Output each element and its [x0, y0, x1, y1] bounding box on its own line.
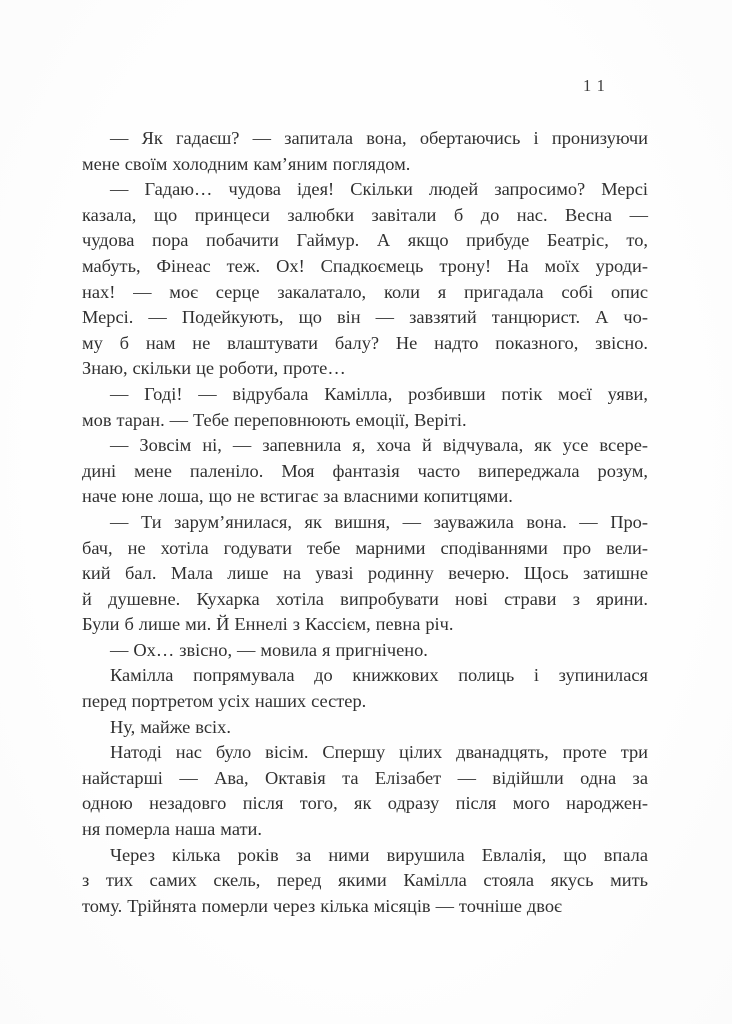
- text-line: Натоді нас було вісім. Спершу цілих дванадцять, проте три: [110, 742, 648, 763]
- text-line: мене своїм холодним кам’яним поглядом.: [82, 153, 411, 174]
- text-line: — Як гадаєш? — запитала вона, обертаючись і пронизуючи: [110, 128, 648, 148]
- paragraph: [82, 715, 648, 741]
- text-line: Були б лише ми. Й Еннелі з Кассієм, певна річ.: [82, 614, 454, 635]
- text-line: дині мене паленіло. Моя фантазія часто випереджала розум,: [82, 460, 648, 481]
- text-line: чудова пора побачити Гаймур. А якщо прибуде Беатріс, то,: [82, 230, 648, 251]
- text-line: перед портретом усіх наших сестер.: [82, 691, 367, 712]
- page-text: [82, 126, 648, 919]
- paragraph: [82, 382, 648, 433]
- text-line: тому. Трійнята померли через кілька місяців — точніше двоє: [82, 895, 562, 916]
- paragraph: [82, 126, 648, 177]
- text-line: ня померла наша мати.: [82, 819, 262, 840]
- text-line: — Ти зарум’янилася, як вишня, — зауважила вона. — Про-: [110, 511, 648, 532]
- paragraph: [82, 433, 648, 510]
- text-line: казала, що принцеси залюбки завітали б до нас. Весна —: [82, 204, 648, 225]
- text-line: нах! — моє серце закалатало, коли я пригадала собі опис: [82, 281, 648, 302]
- text-line: найстарші — Ава, Октавія та Елізабет — відійшли одна за: [82, 767, 648, 788]
- text-line: кий бал. Мала лише на увазі родинну вечерю. Щось затишне: [82, 563, 648, 584]
- text-line: Ну, майже всіх.: [110, 716, 231, 737]
- text-line: мов таран. — Тебе переповнюють емоції, Веріті.: [82, 409, 467, 430]
- text-line: Через кілька років за ними вирушила Евлалія, що впала: [110, 844, 648, 865]
- text-line: Знаю, скільки це роботи, проте…: [82, 358, 346, 379]
- paragraph: [82, 663, 648, 714]
- text-line: одною незадовго після того, як одразу після мого народжен-: [82, 793, 648, 814]
- text-line: бач, не хотіла годувати тебе марними сподіваннями про вели-: [82, 537, 648, 558]
- paragraph: [82, 638, 648, 664]
- text-line: мабуть, Фінеас теж. Ох! Спадкоємець трону! На моїх уроди-: [82, 255, 648, 276]
- text-line: — Годі! — відрубала Камілла, розбивши потік моєї уяви,: [110, 383, 648, 404]
- text-line: Мерсі. — Подейкують, що він — завзятий танцюрист. А чо-: [82, 307, 648, 328]
- text-line: Камілла попрямувала до книжкових полиць і зупинилася: [110, 665, 648, 686]
- text-line: й душевне. Кухарка хотіла випробувати нові страви з ярини.: [82, 588, 648, 609]
- text-line: — Гадаю… чудова ідея! Скільки людей запросимо? Мерсі: [110, 179, 648, 200]
- text-line: наче юне лоша, що не встигає за власними копитцями.: [82, 486, 513, 507]
- paragraph: [82, 177, 648, 382]
- text-line: — Ох… звісно, — мовила я пригнічено.: [110, 639, 428, 660]
- paragraph: [82, 740, 648, 842]
- text-line: з тих самих скель, перед якими Камілла стояла якусь мить: [82, 870, 648, 891]
- page-number: 11: [583, 76, 611, 95]
- text-line: му б нам не влаштувати балу? Не надто показного, звісно.: [82, 332, 648, 353]
- paragraph: [82, 843, 648, 920]
- paragraph: [82, 510, 648, 638]
- text-line: — Зовсім ні, — запевнила я, хоча й відчувала, як усе всере-: [110, 435, 648, 456]
